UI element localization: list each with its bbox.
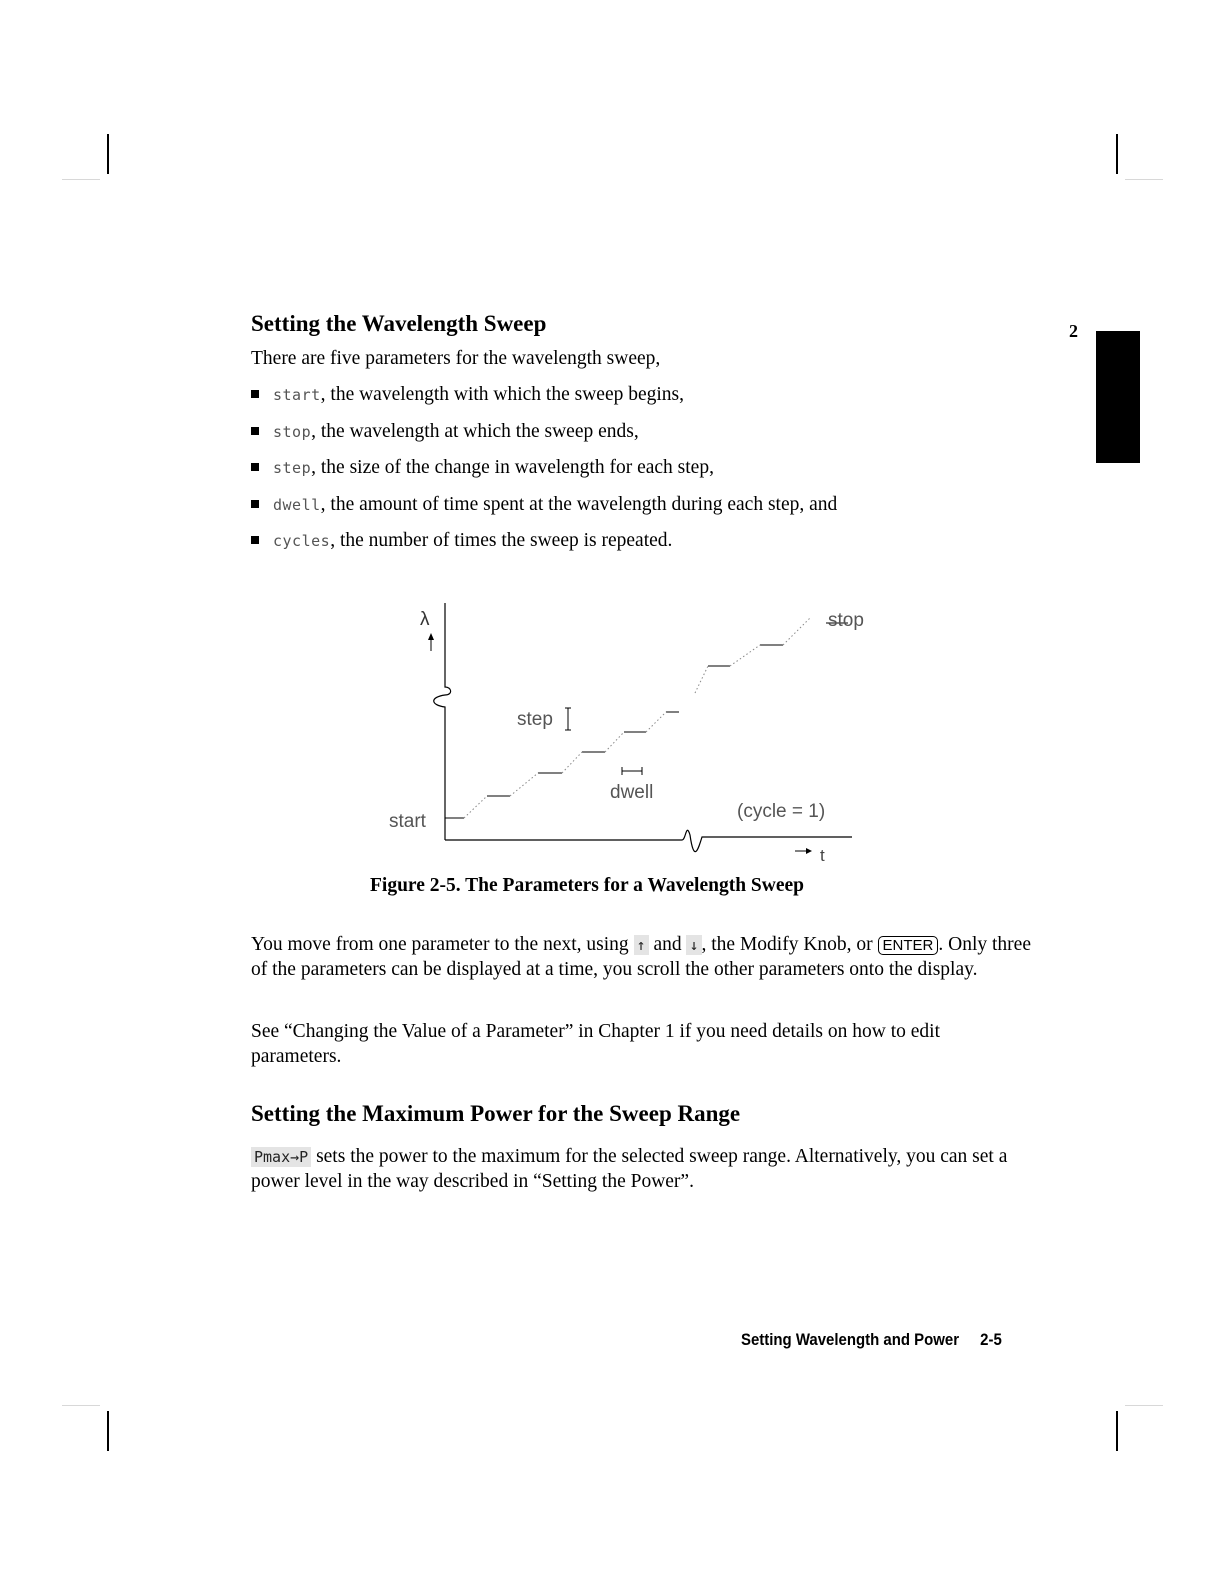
y-axis-arrowhead-icon bbox=[428, 633, 434, 640]
label-cycle: (cycle = 1) bbox=[737, 801, 826, 822]
paragraph-max-power bbox=[251, 1144, 1031, 1194]
move-text-2: and bbox=[648, 934, 687, 955]
list-item-dwell bbox=[251, 492, 1031, 518]
up-arrow-key: ↑ bbox=[634, 935, 649, 955]
param-name-step: step bbox=[273, 459, 312, 477]
bullet-square-icon bbox=[251, 463, 259, 471]
param-name-start: start bbox=[273, 386, 321, 404]
paragraph-see-chapter: See “Changing the Value of a Parameter” in Chapter 1 if you need details on how to edit parameters. bbox=[251, 1021, 940, 1067]
pmax-softkey: Pmax→P bbox=[251, 1147, 311, 1167]
label-stop: stop bbox=[828, 610, 864, 631]
bullet-square-icon bbox=[251, 536, 259, 544]
list-item-cycles bbox=[251, 528, 1031, 554]
paragraph-move-parameters bbox=[251, 932, 1031, 982]
bullet-square-icon bbox=[251, 500, 259, 508]
label-step: step bbox=[517, 709, 553, 730]
crop-mark-top-left-h bbox=[62, 179, 100, 180]
crop-mark-bottom-right-h bbox=[1125, 1405, 1163, 1406]
list-item-start bbox=[251, 382, 1031, 408]
dwell-marker-icon bbox=[622, 767, 642, 775]
chapter-tab bbox=[1096, 331, 1140, 463]
bullet-square-icon bbox=[251, 390, 259, 398]
parameter-list bbox=[251, 382, 1031, 554]
crop-mark-bottom-left-h bbox=[62, 1405, 100, 1406]
down-arrow-key: ↓ bbox=[686, 935, 701, 955]
sweep-diagram bbox=[370, 595, 910, 865]
crop-mark-bottom-right bbox=[1116, 1411, 1118, 1451]
y-axis-line bbox=[434, 603, 451, 840]
x-axis-line bbox=[445, 830, 852, 851]
crop-mark-top-right bbox=[1116, 134, 1118, 174]
crop-mark-bottom-left bbox=[107, 1411, 109, 1451]
crop-mark-top-left bbox=[107, 134, 109, 174]
param-desc-step: , the size of the change in wavelength for each step, bbox=[311, 457, 714, 478]
section-title-wavelength-sweep: Setting the Wavelength Sweep bbox=[251, 311, 547, 336]
y-axis-symbol: λ bbox=[420, 609, 430, 630]
param-desc-dwell: , the amount of time spent at the wavelength during each step, and bbox=[320, 493, 838, 515]
move-text-4: . Only three of the parameters can be displayed at a time, you scroll the other parameters onto the display. bbox=[251, 934, 1031, 980]
param-desc-cycles: , the number of times the sweep is repeated. bbox=[330, 530, 673, 551]
x-axis-arrowhead-icon bbox=[806, 848, 812, 854]
param-name-dwell: dwell bbox=[273, 495, 321, 514]
crop-mark-top-right-h bbox=[1125, 179, 1163, 180]
move-text-3: , the Modify Knob, or bbox=[701, 934, 878, 955]
param-name-cycles: cycles bbox=[273, 532, 331, 550]
label-start: start bbox=[389, 811, 426, 832]
footer-page-number: 2-5 bbox=[980, 1330, 1002, 1349]
move-text-1: You move from one parameter to the next, using bbox=[251, 934, 634, 955]
enter-key: ENTER bbox=[878, 936, 939, 955]
bullet-square-icon bbox=[251, 427, 259, 435]
list-item-step bbox=[251, 455, 1031, 481]
figure-caption: Figure 2-5. The Parameters for a Wavelength Sweep bbox=[370, 875, 804, 896]
section-title-max-power: Setting the Maximum Power for the Sweep Range bbox=[251, 1101, 741, 1126]
intro-paragraph: There are five parameters for the wavelength sweep, bbox=[251, 348, 661, 369]
page-footer bbox=[741, 1330, 1002, 1350]
param-name-stop: stop bbox=[273, 422, 312, 441]
chapter-number: 2 bbox=[1069, 321, 1078, 341]
label-dwell: dwell bbox=[610, 782, 654, 803]
sweep-diagram-svg bbox=[370, 595, 910, 865]
footer-chapter-title: Setting Wavelength and Power bbox=[741, 1330, 960, 1349]
x-axis-symbol: t bbox=[820, 846, 825, 865]
param-desc-start: , the wavelength with which the sweep begins, bbox=[320, 384, 685, 405]
step-bracket-icon bbox=[565, 708, 571, 730]
section-wavelength-sweep bbox=[251, 308, 1031, 565]
list-item-stop bbox=[251, 419, 1031, 445]
param-desc-stop: , the wavelength at which the sweep ends, bbox=[311, 420, 639, 442]
max-power-text: sets the power to the maximum for the selected sweep range. Alternatively, you can set a power level in the way described in “Setting the Power”. bbox=[251, 1146, 1008, 1192]
